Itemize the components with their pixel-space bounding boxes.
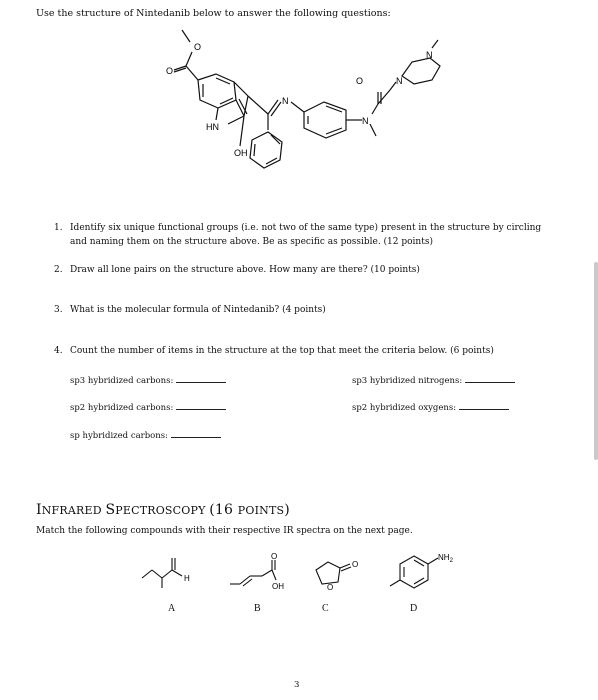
criteria-label: sp2 hybridized carbons: [70, 403, 174, 413]
criteria-label: sp2 hybridized oxygens: [352, 403, 457, 413]
criteria-sp3-carbons [70, 374, 226, 386]
hn-label: HN [206, 122, 219, 132]
imine-n-label: N [282, 96, 289, 106]
compound-c-letter: C [322, 603, 329, 614]
compound-d-letter: D [410, 603, 418, 614]
criteria-sp2-carbons [70, 401, 226, 413]
compound-a-letter: A [168, 603, 176, 614]
answer-blank[interactable] [176, 401, 226, 410]
question-text: Identify six unique functional groups (i.e. not two of the same type) present in the structure by circling and naming them on the structure above. Be as specific as possible. (12 points) [70, 223, 542, 247]
amide-o-label: O [356, 76, 364, 86]
amide-n-label: N [362, 116, 369, 126]
compound-d-structure [384, 550, 464, 594]
amine-label: $NH_2$ [438, 553, 453, 564]
criteria-sp-carbons [70, 429, 221, 441]
criteria-sp2-oxygens [352, 401, 509, 413]
question-number: 4. [54, 346, 63, 356]
section-subtitle: Match the following compounds with their respective IR spectra on the next page. [36, 526, 413, 536]
vertical-scrollbar[interactable] [594, 262, 598, 460]
compound-a-structure [138, 552, 208, 592]
question-1 [0, 221, 598, 251]
section-title: INFRARED SPECTROSCOPY (16 POINTS) [36, 502, 290, 518]
piperazine-n1-label: N [396, 76, 403, 86]
compound-b-structure [226, 552, 296, 592]
answer-blank[interactable] [459, 401, 509, 410]
page-number: 3 [294, 680, 300, 690]
question-4 [0, 344, 598, 360]
criteria-label: sp hybridized carbons: [70, 431, 168, 441]
compound-b-letter: B [254, 603, 261, 614]
question-2 [0, 263, 598, 279]
oh-label: OH [234, 148, 248, 158]
answer-blank[interactable] [465, 374, 515, 383]
carbonyl-o-label: O [166, 66, 174, 76]
nintedanib-structure [150, 20, 470, 190]
aldehyde-h-label: H [184, 574, 190, 583]
criteria-sp3-nitrogens [352, 374, 515, 386]
question-number: 2. [54, 265, 63, 275]
criteria-label: sp3 hybridized nitrogens: [352, 376, 463, 386]
methyl-ester-o-label: O [194, 42, 202, 52]
criteria-label: sp3 hybridized carbons: [70, 376, 174, 386]
answer-blank[interactable] [171, 429, 221, 438]
question-number: 1. [54, 223, 63, 233]
ring-o-label: O [327, 583, 334, 592]
piperazine-n2-label: N [426, 50, 433, 60]
intro-text: Use the structure of Nintedanib below to answer the following questions: [36, 8, 391, 19]
carbonyl-o-label: O [271, 552, 278, 561]
question-number: 3. [54, 305, 63, 315]
question-text: Count the number of items in the structure at the top that meet the criteria below. (6 points) [70, 346, 494, 356]
question-text: What is the molecular formula of Nintedanib? (4 points) [70, 305, 326, 315]
compound-c-structure [306, 552, 366, 592]
carbonyl-o-label: O [352, 560, 359, 569]
question-3 [0, 303, 598, 319]
hydroxyl-label: OH [272, 582, 284, 591]
question-text: Draw all lone pairs on the structure above. How many are there? (10 points) [70, 265, 420, 275]
answer-blank[interactable] [176, 374, 226, 383]
